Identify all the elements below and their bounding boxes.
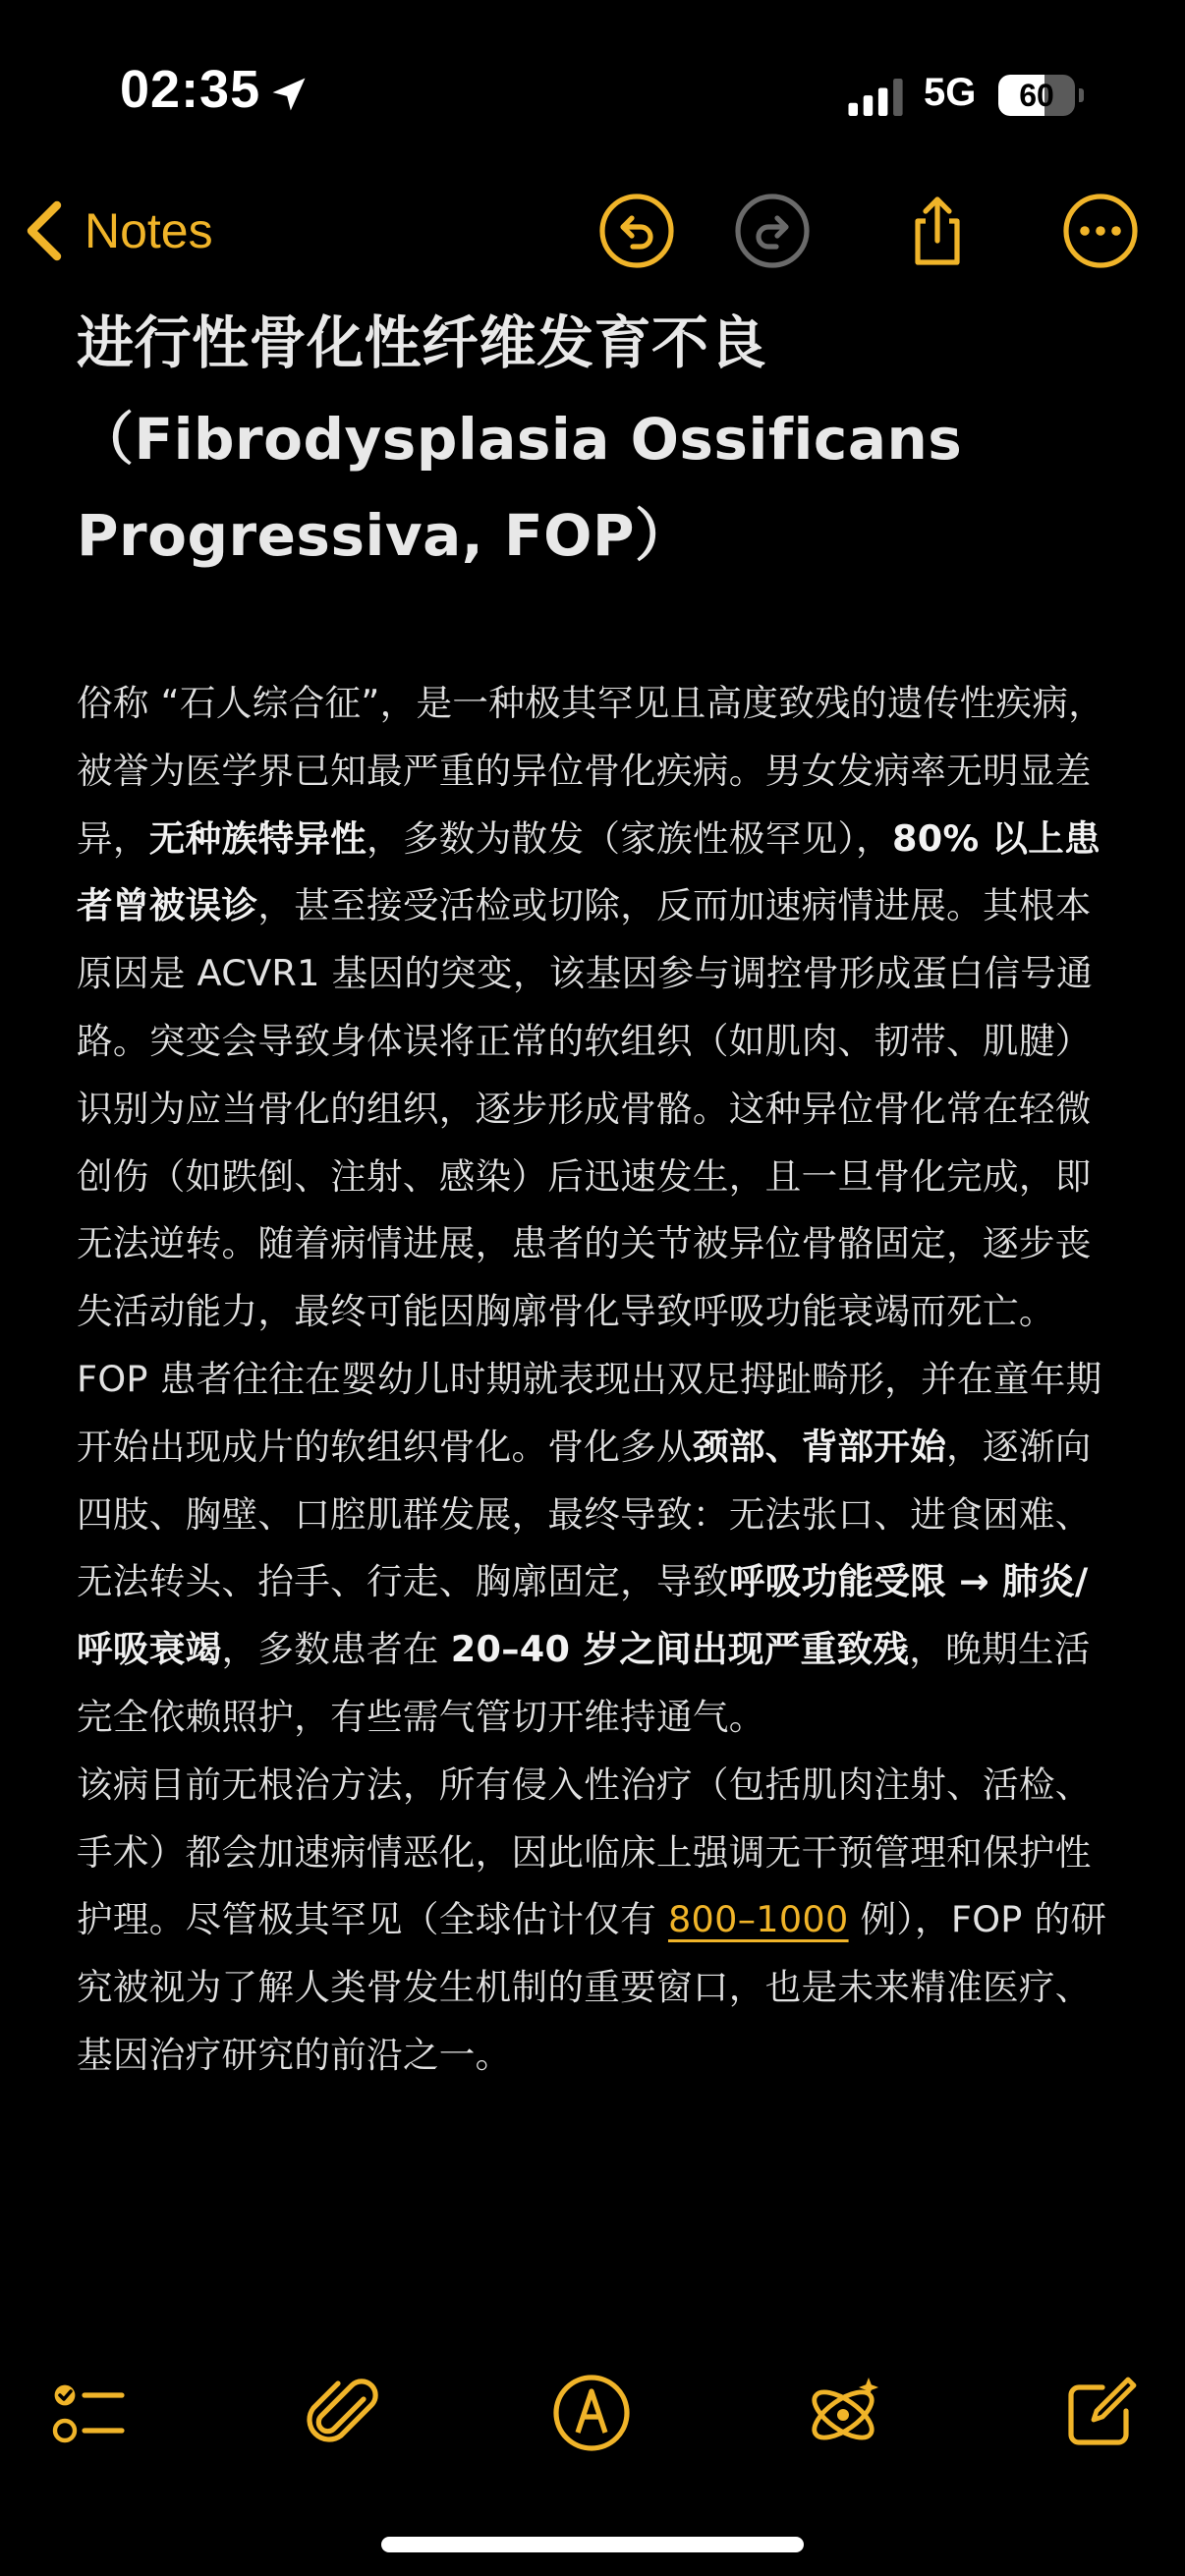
number-link[interactable]: 800–1000	[667, 1898, 849, 1941]
bottom-toolbar	[0, 2358, 1185, 2466]
battery-body	[998, 75, 1075, 116]
note-title: 进行性骨化性纤维发育不良（Fibrodysplasia Ossificans Progressiva, FOP）	[77, 309, 963, 569]
note-paragraph-2	[77, 1752, 1118, 2090]
undo-button[interactable]	[597, 192, 676, 270]
text-run: 例），FOP 的研究被视为了解人类骨发生机制的重要窗口，也是未来精准医疗、基因治疗研究的前沿之一。	[77, 1898, 1107, 2076]
chevron-left-icon	[22, 199, 65, 262]
back-button[interactable]	[22, 196, 213, 266]
ellipsis-circle-icon	[1061, 192, 1140, 270]
bold-text: 20–40 岁之间出现严重致残	[450, 1628, 910, 1671]
share-button[interactable]	[898, 192, 977, 270]
note-content[interactable]	[77, 295, 1118, 2090]
text-run: 俗称 “石人综合征”，是一种极其罕见且高度致残的遗传性疾病，被誉为医学界已知最严重的异位骨化疾病。男女发病率无明显差异，	[77, 682, 1105, 860]
checklist-button[interactable]	[47, 2372, 130, 2454]
redo-icon	[733, 192, 812, 270]
text-run: ，逐渐向四肢、胸壁、口腔肌群发展，最终导致：无法张口、进食困难、无法转头、抬手、行走、胸廓固定，导致	[77, 1425, 1092, 1603]
battery-level: 60	[1019, 78, 1054, 113]
compose-button[interactable]	[1059, 2372, 1142, 2454]
paperclip-icon	[305, 2372, 387, 2454]
checklist-icon	[47, 2372, 130, 2454]
text-run: ，多数患者在	[221, 1628, 451, 1671]
text-run: ，多数为散发（家族性极罕见），	[367, 816, 892, 860]
text-run: ，晚期生活完全依赖照护，有些需气管切开维持通气。	[77, 1628, 1091, 1738]
text-run: 该病目前无根治方法，所有侵入性治疗（包括肌肉注射、活检、手术）都会加速病情恶化，因此临床上强调无干预管理和保护性护理。尽管极其罕见（全球估计仅有	[77, 1763, 1092, 1941]
writing-tools-button[interactable]	[802, 2372, 884, 2454]
location-arrow-icon	[267, 73, 310, 116]
bold-text: 呼吸功能受限 → 肺炎/呼吸衰竭	[77, 1560, 1089, 1671]
text-run: ，甚至接受活检或切除，反而加速病情进展。其根本原因是 ACVR1 基因的突变，该基因参与调控骨形成蛋白信号通路。突变会导致身体误将正常的软组织（如肌肉、韧带、肌腱）识别为应当骨化的组织，逐步形成骨骼。这种异位骨化常在轻微创伤（如跌倒、注射、感染）后迅速发生，且一旦骨化完成，即无法逆转。随着病情进展，患者的关节被异位骨骼固定，逐步丧失活动能力，最终可能因胸廓骨化导致呼吸功能衰竭而死亡。FOP 患者往往在婴幼儿时期就表现出双足拇趾畸形，并在童年期开始出现成片的软组织骨化。骨化多从	[77, 884, 1102, 1468]
markup-button[interactable]	[550, 2372, 633, 2454]
battery-indicator	[998, 75, 1083, 116]
cellular-signal-icon	[847, 79, 906, 116]
status-time: 02:35	[120, 60, 261, 119]
network-type: 5G	[924, 71, 977, 114]
undo-icon	[597, 192, 676, 270]
note-paragraph-1	[77, 670, 1118, 1752]
more-button[interactable]	[1061, 192, 1140, 270]
compose-icon	[1059, 2372, 1142, 2454]
writing-tools-icon	[802, 2372, 884, 2454]
markup-pen-icon	[550, 2372, 633, 2454]
bold-text: 80% 以上患者曾被误诊	[77, 816, 1101, 927]
note-body	[77, 670, 1118, 2090]
back-label: Notes	[85, 203, 213, 258]
bold-text: 无种族特异性	[148, 816, 367, 860]
home-indicator[interactable]	[381, 2537, 804, 2552]
share-icon	[898, 192, 977, 270]
battery-nub	[1079, 88, 1084, 102]
nav-bar	[0, 182, 1185, 280]
bold-text: 颈部、背部开始	[692, 1425, 947, 1468]
redo-button[interactable]	[733, 192, 812, 270]
attachment-button[interactable]	[305, 2372, 387, 2454]
status-bar	[0, 0, 1185, 187]
